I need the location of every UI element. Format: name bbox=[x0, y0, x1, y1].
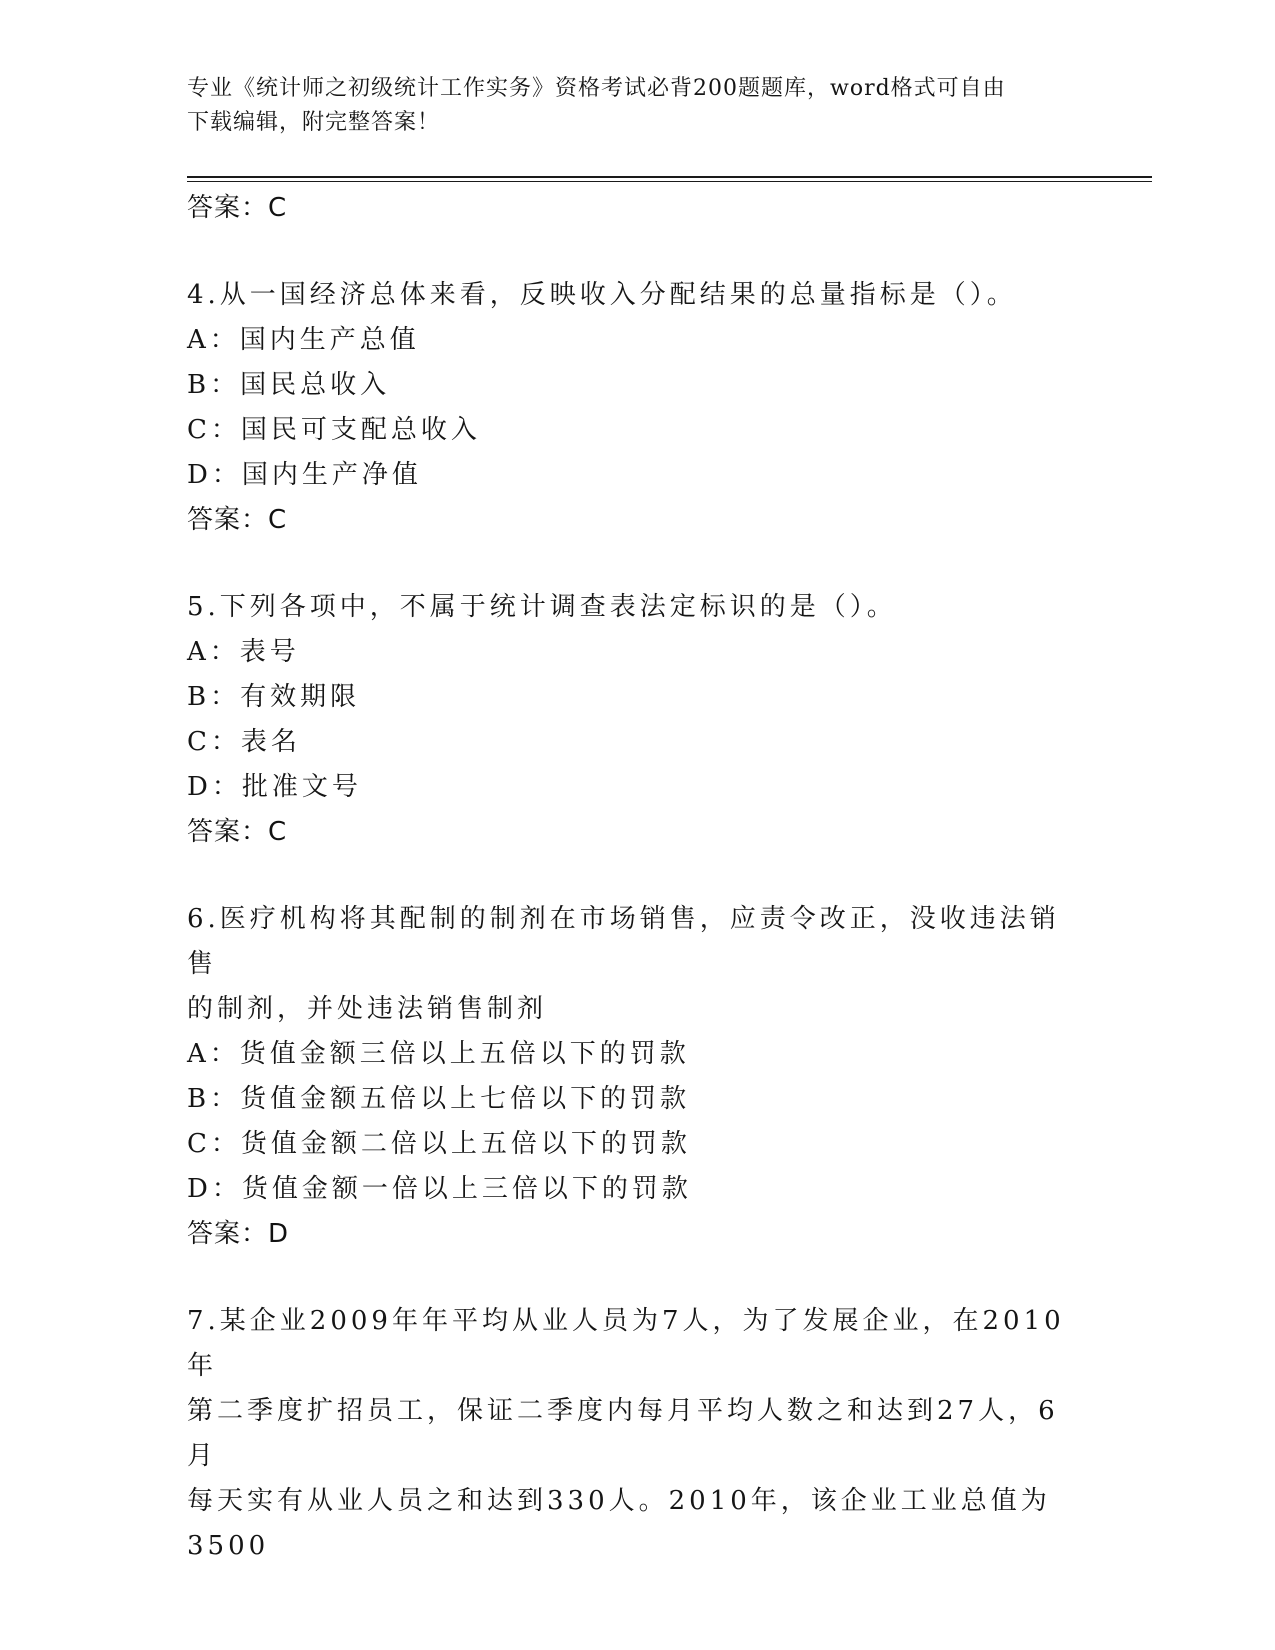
question-6-stem-line-2: 的制剂，并处违法销售制剂 bbox=[187, 994, 548, 1024]
spacer bbox=[187, 854, 1067, 897]
question-content bbox=[187, 186, 1067, 1569]
question-5-answer: 答案：C bbox=[187, 817, 288, 847]
question-4-stem: 4.从一国经济总体来看，反映收入分配结果的总量指标是（）。 bbox=[187, 280, 1017, 310]
question-5 bbox=[187, 585, 1067, 854]
question-4-option-a: A：国内生产总值 bbox=[187, 325, 420, 355]
question-6-stem-line-1: 6.医疗机构将其配制的制剂在市场销售，应责令改正，没收违法销售 bbox=[187, 904, 1060, 979]
header-divider-thin bbox=[187, 181, 1152, 182]
previous-answer: 答案：C bbox=[187, 193, 288, 223]
question-5-option-b: B：有效期限 bbox=[187, 682, 361, 712]
question-5-stem: 5.下列各项中，不属于统计调查表法定标识的是（）。 bbox=[187, 592, 897, 622]
question-4-option-b: B：国民总收入 bbox=[187, 370, 391, 400]
spacer bbox=[187, 542, 1067, 585]
question-6-option-c: C：货值金额二倍以上五倍以下的罚款 bbox=[187, 1129, 691, 1159]
header-title-line-1: 专业《统计师之初级统计工作实务》资格考试必背200题题库，word格式可自由 bbox=[187, 76, 1006, 101]
question-5-option-d: D：批准文号 bbox=[187, 772, 362, 802]
question-4-option-c: C：国民可支配总收入 bbox=[187, 415, 481, 445]
question-6-option-d: D：货值金额一倍以上三倍以下的罚款 bbox=[187, 1174, 692, 1204]
question-7-stem-line-3: 每天实有从业人员之和达到330人。2010年，该企业工业总值为3500 bbox=[187, 1486, 1051, 1561]
question-7-stem-line-2: 第二季度扩招员工，保证二季度内每月平均人数之和达到27人，6月 bbox=[187, 1396, 1059, 1471]
question-7-stem-line-1: 7.某企业2009年年平均从业人员为7人，为了发展企业，在2010年 bbox=[187, 1306, 1065, 1381]
question-7 bbox=[187, 1299, 1067, 1569]
question-5-option-c: C：表名 bbox=[187, 727, 301, 757]
spacer bbox=[187, 230, 1067, 273]
question-4-answer: 答案：C bbox=[187, 505, 288, 535]
spacer bbox=[187, 1256, 1067, 1299]
question-6-option-b: B：货值金额五倍以上七倍以下的罚款 bbox=[187, 1084, 691, 1114]
header-title-line-2: 下载编辑，附完整答案！ bbox=[187, 110, 441, 135]
question-6 bbox=[187, 897, 1067, 1256]
question-5-option-a: A：表号 bbox=[187, 637, 300, 667]
document-header bbox=[187, 72, 1067, 140]
header-divider-thick bbox=[187, 176, 1152, 178]
question-6-option-a: A：货值金额三倍以上五倍以下的罚款 bbox=[187, 1039, 690, 1069]
question-4 bbox=[187, 273, 1067, 542]
question-6-answer: 答案：D bbox=[187, 1219, 290, 1249]
question-4-option-d: D：国内生产净值 bbox=[187, 460, 422, 490]
